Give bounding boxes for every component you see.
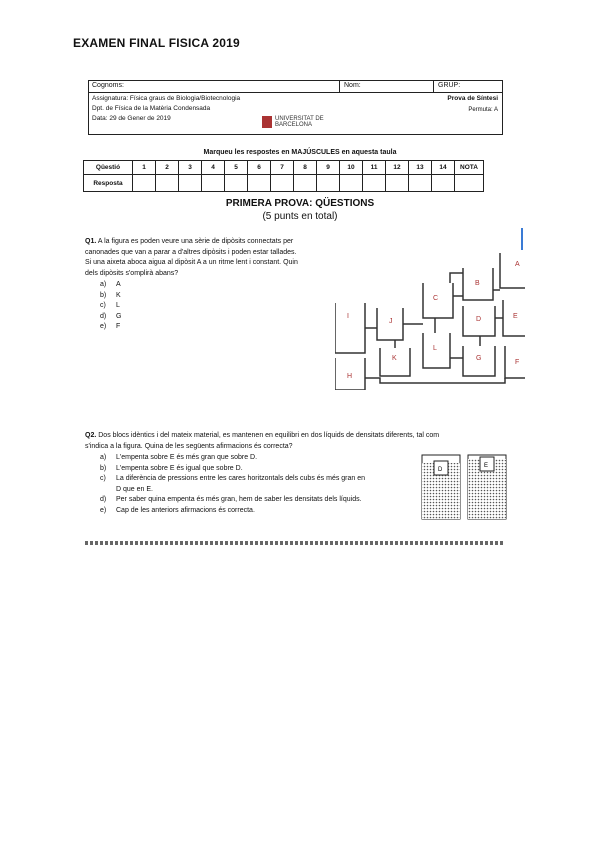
q2-text [85, 431, 505, 452]
q1-line: canonades que van a parar a d'altres dipòsits i poden estar tallades. [85, 248, 297, 256]
permutation: Permuta: A [468, 107, 498, 113]
question-number: 3 [179, 161, 202, 175]
question-number: 4 [202, 161, 225, 175]
container-right [468, 455, 506, 519]
q1-option-d[interactable]: d) G [100, 312, 122, 320]
q2-options [100, 453, 410, 516]
tank-label: I [347, 313, 349, 320]
header-row-names [89, 81, 502, 93]
tank-label: K [392, 355, 397, 362]
cut-off-text [85, 541, 505, 545]
question-number: 6 [248, 161, 271, 175]
question-number: 14 [432, 161, 455, 175]
question-number: 9 [317, 161, 340, 175]
answer-cell[interactable] [294, 175, 317, 192]
question-number: 10 [340, 161, 363, 175]
tank-label: L [433, 345, 437, 352]
container-left [422, 455, 460, 519]
tank-label: B [475, 280, 480, 287]
department-line: Dpt. de Física de la Matèria Condensada [92, 105, 211, 112]
nota-cell[interactable] [455, 175, 484, 192]
university-logo-icon [262, 116, 272, 128]
answer-row [84, 175, 484, 192]
tank-label: F [515, 359, 520, 366]
q1-options [100, 280, 121, 333]
question-number: 8 [294, 161, 317, 175]
answer-cell[interactable] [340, 175, 363, 192]
q2-option-a[interactable]: a) L'empenta sobre E és més gran que sobre D. [100, 454, 258, 461]
grup-label: GRUP: [438, 82, 461, 89]
date-line: Data: 29 de Gener de 2019 [92, 115, 171, 122]
answer-cell[interactable] [202, 175, 225, 192]
tank-label: E [513, 313, 518, 320]
q1-option-a[interactable]: a) A [100, 281, 121, 288]
question-number: 12 [386, 161, 409, 175]
answer-cell[interactable] [386, 175, 409, 192]
q1-text [85, 237, 335, 279]
question-number: 5 [225, 161, 248, 175]
q2-option-b[interactable]: b) L'empenta sobre E és igual que sobre D. [100, 464, 243, 472]
tank-label: J [389, 318, 393, 325]
question-number: 1 [133, 161, 156, 175]
question-number: 13 [409, 161, 432, 175]
exam-type: Prova de Síntesi [447, 95, 498, 102]
nom-label: Nom: [344, 82, 361, 89]
block-label: E [484, 463, 489, 469]
cognoms-label: Cognoms: [92, 82, 124, 89]
q1-line: A la figura es poden veure una sèrie de dipòsits connectats per [97, 238, 294, 245]
answer-cell[interactable] [363, 175, 386, 192]
q1-option-e[interactable]: e) F [100, 323, 121, 330]
q2-option-e[interactable]: e) Cap de les anteriors afirmacions és correcta. [100, 506, 255, 514]
q2-option-c-cont: D que en E. [116, 485, 153, 493]
question-number: 7 [271, 161, 294, 175]
tank-label: H [347, 373, 353, 380]
answer-cell[interactable] [179, 175, 202, 192]
section-title: PRIMERA PROVA: QÜESTIONS [225, 198, 375, 209]
answer-cell[interactable] [317, 175, 340, 192]
question-number: 11 [363, 161, 386, 175]
answer-header: Resposta [84, 175, 133, 192]
block-label: D [438, 467, 443, 473]
q1-line: dels dipòsits s'omplirà abans? [85, 269, 179, 277]
tanks-diagram [335, 228, 525, 390]
nota-header: NOTA [455, 161, 484, 175]
q1-line: Si una aixeta aboca aigua al dipòsit A a un ritme lent i constant. Quin [85, 259, 298, 266]
tank-label: C [433, 295, 439, 302]
tank-label: G [476, 355, 482, 362]
answer-cell[interactable] [271, 175, 294, 192]
tank-label: A [515, 261, 520, 268]
answer-cell[interactable] [133, 175, 156, 192]
q2-line: s'indica a la figura. Quina de les següents afirmacions és correcta? [85, 442, 293, 450]
q2-option-d[interactable]: d) Per saber quina empenta és més gran, hem de saber les densitats dels líquids. [100, 496, 362, 503]
university-name: UNIVERSITAT DE BARCELONA [275, 116, 324, 128]
question-header: Qüestió [84, 161, 133, 175]
q1-label: Q1. [85, 238, 97, 245]
answer-cell[interactable] [248, 175, 271, 192]
section-subtitle: (5 punts en total) [262, 211, 338, 222]
answer-cell[interactable] [156, 175, 179, 192]
header-box [88, 80, 503, 135]
tank-label: D [476, 316, 482, 323]
subject-line: Assignatura: Física graus de Biologia/Biotecnologia [92, 95, 241, 102]
q2-option-c[interactable]: c) La diferència de pressions entre les cares horitzontals dels cubs és més gran en [100, 475, 366, 482]
document-title: EXAMEN FINAL FISICA 2019 [73, 36, 240, 50]
answers-table [83, 160, 484, 192]
q1-option-c[interactable]: c) L [100, 302, 120, 309]
answers-caption: Marqueu les respostes en MAJÚSCULES en aquesta taula [203, 149, 397, 156]
answer-cell[interactable] [225, 175, 248, 192]
question-number: 2 [156, 161, 179, 175]
question-number-row [84, 161, 484, 175]
blocks-figure [420, 453, 510, 521]
answer-cell[interactable] [432, 175, 455, 192]
answer-cell[interactable] [409, 175, 432, 192]
q1-option-b[interactable]: b) K [100, 291, 121, 299]
q2-label: Q2. [85, 432, 97, 439]
q2-line: Dos blocs idèntics i del mateix material, es mantenen en equilibri en dos líquids de densitats diferents, tal com [98, 432, 440, 439]
